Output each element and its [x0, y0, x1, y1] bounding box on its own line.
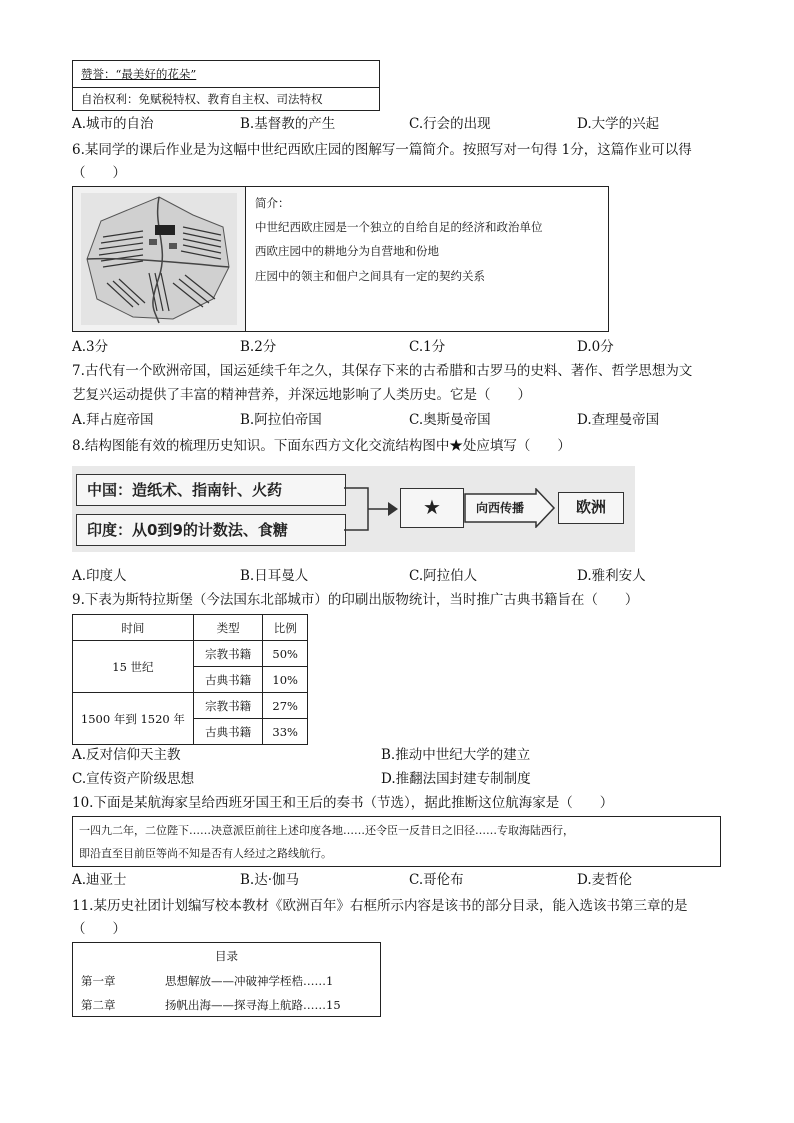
q8-option-a[interactable]: A.印度人	[72, 568, 127, 584]
table-cell-type: 古典书籍	[193, 667, 263, 693]
q6-option-b[interactable]: B.2分	[240, 339, 277, 355]
table-cell-ratio: 33%	[263, 719, 308, 745]
table-row	[73, 641, 308, 667]
q6-intro-line-1: 中世纪西欧庄园是一个独立的自给自足的经济和政治单位	[255, 220, 543, 234]
q8-europe-label: 欧洲	[575, 498, 606, 516]
table-row	[73, 693, 308, 719]
q5-honor-line: 赞誉：“最美好的花朵”	[81, 67, 197, 81]
q5-divider	[73, 87, 379, 88]
q8-option-c[interactable]: C.阿拉伯人	[409, 568, 478, 584]
table-cell-ratio: 10%	[263, 667, 308, 693]
q10-quote-line2: 即沿直至目前臣等尚不知是否有人经过之路线航行。	[79, 847, 332, 860]
q11-toc-title-2: 扬帆出海——探寻海上航路……15	[165, 998, 341, 1012]
q8-merge-arrow	[344, 476, 400, 542]
q8-india-box	[76, 514, 346, 546]
table-header-time: 时间	[73, 615, 194, 641]
q10-stem: 10.下面是某航海家呈给西班牙国王和王后的奏书（节选），据此推断这位航海家是（ ）	[72, 795, 614, 811]
q5-material-box	[72, 60, 380, 111]
table-cell-ratio: 27%	[263, 693, 308, 719]
manor-map-image	[73, 187, 246, 331]
q5-option-b[interactable]: B.基督教的产生	[240, 116, 336, 132]
q8-structure-diagram	[72, 466, 635, 552]
q8-china-label: 中国：造纸术、指南针、火药	[87, 481, 283, 499]
table-cell-period: 1500 年到 1520 年	[73, 693, 194, 745]
table-cell-type: 宗教书籍	[193, 641, 263, 667]
q11-toc-title-1: 思想解放——冲破神学桎梏……1	[165, 974, 334, 988]
q9-option-b[interactable]: B.推动中世纪大学的建立	[381, 747, 531, 763]
q11-toc-title: 目录	[215, 949, 238, 963]
q10-option-a[interactable]: A.迪亚士	[72, 872, 127, 888]
q11-toc-chapter-1: 第一章	[81, 974, 116, 988]
manor-map-drawing	[73, 187, 245, 331]
q10-option-d[interactable]: D.麦哲伦	[577, 872, 633, 888]
q7-option-b[interactable]: B.阿拉伯帝国	[240, 412, 322, 428]
q11-toc-chapter-2: 第二章	[81, 998, 116, 1012]
q10-option-b[interactable]: B.达·伽马	[240, 872, 300, 888]
q10-quote-line1: 一四九二年，二位陛下……决意派臣前往上述印度各地……还令臣一反昔日之旧径……专取海陆西行，	[79, 824, 574, 837]
q7-stem-line1: 7.古代有一个欧洲帝国，国运延续千年之久，其保存下来的古希腊和古罗马的史料、著作、哲学思想为文	[72, 363, 693, 379]
q11-toc-box	[72, 942, 381, 1017]
q9-stem: 9.下表为斯特拉斯堡（今法国东北部城市）的印刷出版物统计，当时推广古典书籍旨在（ ）	[72, 592, 639, 608]
q5-option-d[interactable]: D.大学的兴起	[577, 116, 660, 132]
q6-stem-line2: （ ）	[72, 165, 126, 181]
q11-stem-line1: 11.某历史社团计划编写校本教材《欧洲百年》右框所示内容是该书的部分目录，能入选该书第三章的是	[72, 898, 688, 914]
q7-option-c[interactable]: C.奥斯曼帝国	[409, 412, 491, 428]
table-cell-period: 15 世纪	[73, 641, 194, 693]
q9-option-d[interactable]: D.推翻法国封建专制制度	[381, 771, 531, 787]
q6-intro-title: 简介：	[255, 196, 290, 210]
q10-option-c[interactable]: C.哥伦布	[409, 872, 464, 888]
q5-option-c[interactable]: C.行会的出现	[409, 116, 491, 132]
q8-arrow-label: 向西传播	[476, 501, 525, 515]
table-cell-type: 宗教书籍	[193, 693, 263, 719]
q6-option-d[interactable]: D.0分	[577, 339, 614, 355]
table-header-row	[73, 615, 308, 641]
q11-stem-line2: （ ）	[72, 921, 126, 937]
table-cell-ratio: 50%	[263, 641, 308, 667]
q8-star-box	[400, 488, 464, 528]
q6-option-a[interactable]: A.3分	[72, 339, 109, 355]
q8-china-box	[76, 474, 346, 506]
q5-rights-line: 自治权利：免赋税特权、教育自主权、司法特权	[81, 92, 323, 106]
q10-quote-box	[72, 816, 721, 867]
q6-stem-line1: 6.某同学的课后作业是为这幅中世纪西欧庄园的图解写一篇简介。按照写对一句得 1分，这篇作业可以得	[72, 142, 692, 158]
q6-intro-line-3: 庄园中的领主和佃户之间具有一定的契约关系	[255, 269, 485, 283]
q9-option-a[interactable]: A.反对信仰天主教	[72, 747, 181, 763]
q6-figure-box	[72, 186, 609, 332]
q7-option-a[interactable]: A.拜占庭帝国	[72, 412, 154, 428]
q9-option-c[interactable]: C.宣传资产阶级思想	[72, 771, 195, 787]
q8-star-icon: ★	[423, 495, 441, 519]
q7-stem-line2: 艺复兴运动提供了丰富的精神营养，并深远地影响了人类历史。它是（ ）	[72, 387, 531, 403]
q9-table	[72, 614, 308, 745]
q5-option-a[interactable]: A.城市的自治	[72, 116, 154, 132]
q6-option-c[interactable]: C.1分	[409, 339, 446, 355]
q8-india-label: 印度：从0到9的计数法、食糖	[87, 521, 288, 539]
table-header-ratio: 比例	[263, 615, 308, 641]
q8-option-d[interactable]: D.雅利安人	[577, 568, 646, 584]
table-header-type: 类型	[193, 615, 263, 641]
q7-option-d[interactable]: D.查理曼帝国	[577, 412, 660, 428]
q8-europe-box	[558, 492, 624, 524]
q6-intro-line-2: 西欧庄园中的耕地分为自营地和份地	[255, 244, 439, 258]
q8-stem: 8.结构图能有效的梳理历史知识。下面东西方文化交流结构图中★处应填写（ ）	[72, 438, 571, 454]
q8-option-b[interactable]: B.日耳曼人	[240, 568, 309, 584]
table-cell-type: 古典书籍	[193, 719, 263, 745]
